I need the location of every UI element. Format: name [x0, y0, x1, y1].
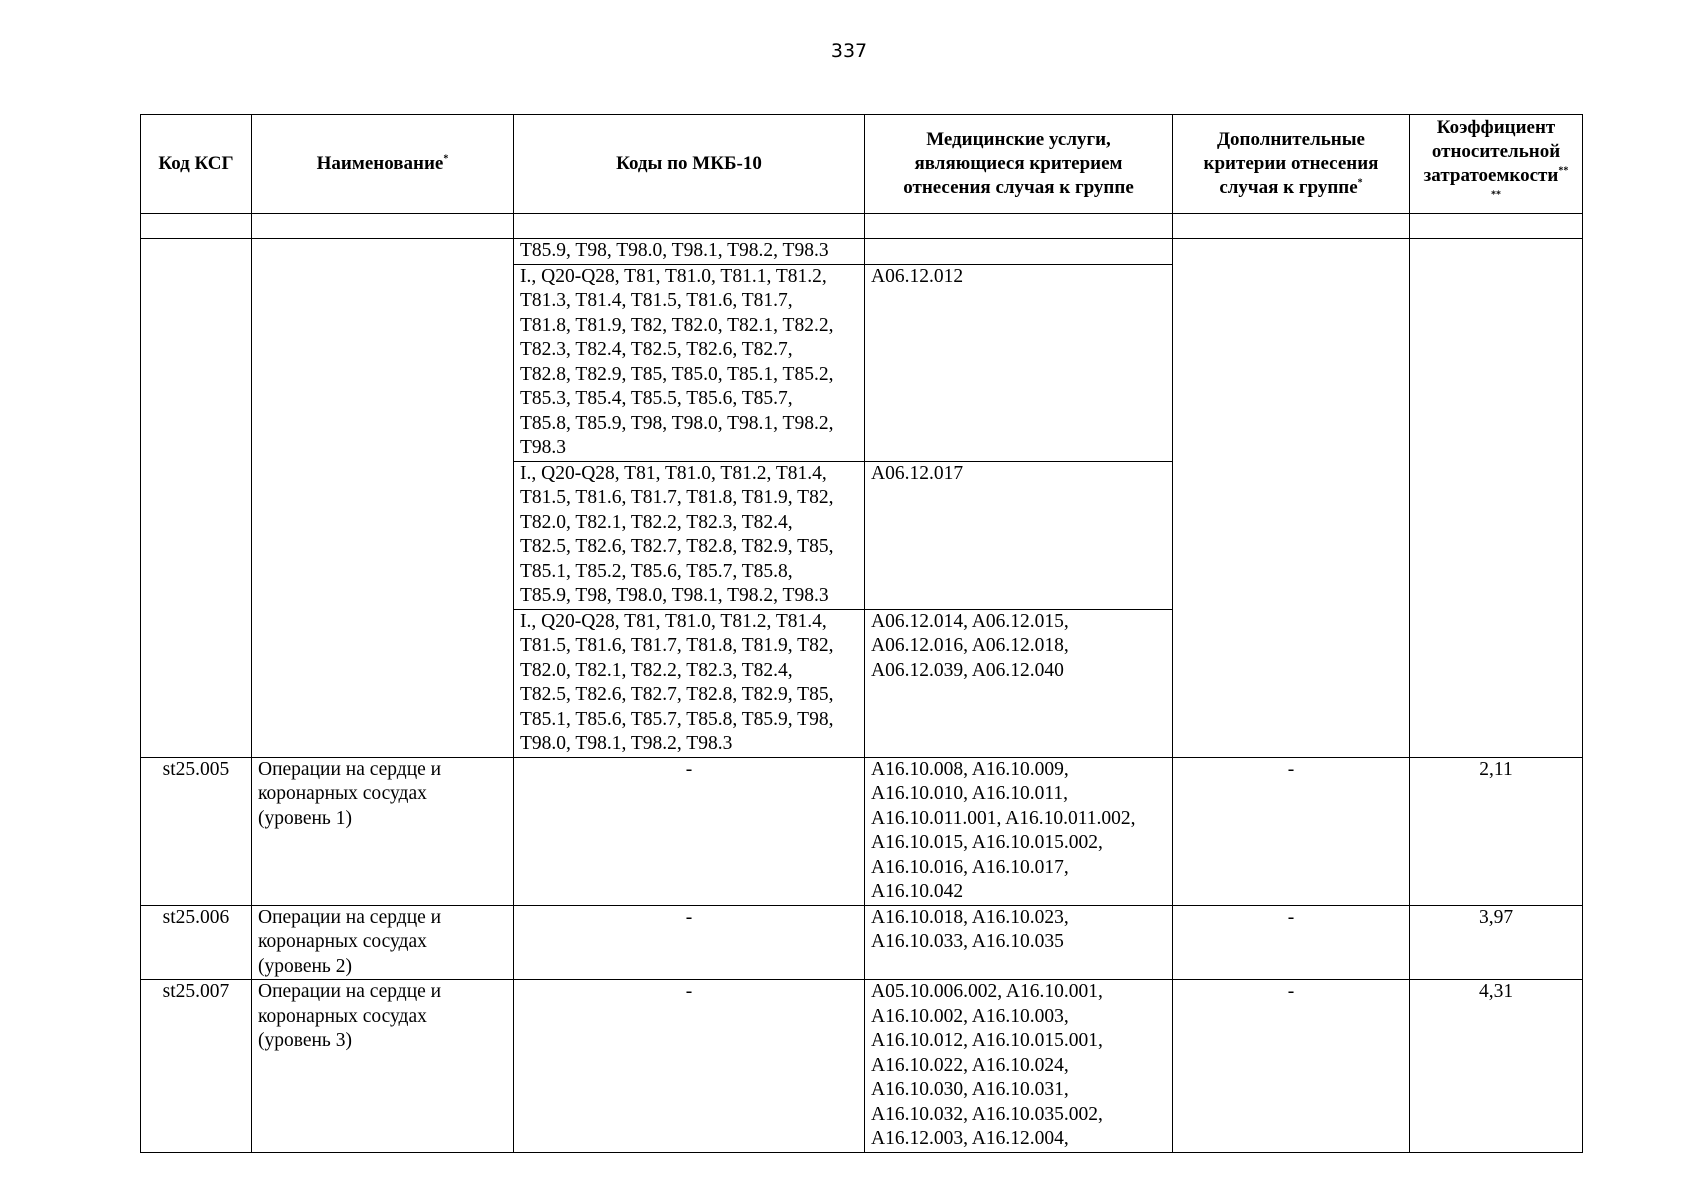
cell-mkb: I., Q20-Q28, T81, T81.0, T81.2, T81.4, T81.5, T81.6, T81.7, T81.8, T81.9, T82, T82.0, T82.1, T82.2, T82.3, T82.4, T82.5, T82.6, T82.7, T82.8, T82.9, T85, T85.1, T85.6, T85.7, T85.8, T85.9, T98, T98.0, T98.1, T98.2, T98.3: [514, 609, 865, 757]
header-services: Медицинские услуги, являющиеся критерием отнесения случая к группе: [865, 115, 1173, 214]
table-row: [141, 757, 1583, 905]
cell-coef: 3,97: [1410, 905, 1583, 980]
cell-coef: [1410, 239, 1583, 758]
ksg-table: [140, 114, 1583, 1153]
table-row: [141, 239, 1583, 265]
cell-mkb: -: [514, 905, 865, 980]
cell-coef: 2,11: [1410, 757, 1583, 905]
cell-services: A16.10.008, A16.10.009, A16.10.010, A16.10.011, A16.10.011.001, A16.10.011.002, A16.10.015, A16.10.015.002, A16.10.016, A16.10.017, A16.10.042: [865, 757, 1173, 905]
cell-mkb: I., Q20-Q28, T81, T81.0, T81.2, T81.4, T81.5, T81.6, T81.7, T81.8, T81.9, T82, T82.0, T82.1, T82.2, T82.3, T82.4, T82.5, T82.6, T82.7, T82.8, T82.9, T85, T85.1, T85.2, T85.6, T85.7, T85.8, T85.9, T98, T98.0, T98.1, T98.2, T98.3: [514, 461, 865, 609]
cell-criteria: -: [1173, 980, 1410, 1153]
cell-name: Операции на сердце и коронарных сосудах (уровень 3): [252, 980, 514, 1153]
header-coef: Коэффициент относительной затратоемкости** **: [1410, 115, 1583, 214]
table-header-row: [141, 115, 1583, 214]
cell-services: A05.10.006.002, A16.10.001, A16.10.002, A16.10.003, A16.10.012, A16.10.015.001, A16.10.022, A16.10.024, A16.10.030, A16.10.031, A16.10.032, A16.10.035.002, A16.12.003, A16.12.004,: [865, 980, 1173, 1153]
cell-criteria: -: [1173, 905, 1410, 980]
cell-mkb: -: [514, 980, 865, 1153]
table-spacer-row: [141, 214, 1583, 239]
cell-code: [141, 239, 252, 758]
cell-criteria: -: [1173, 757, 1410, 905]
cell-services: [865, 239, 1173, 265]
table-row: [141, 905, 1583, 980]
cell-name: Операции на сердце и коронарных сосудах (уровень 2): [252, 905, 514, 980]
cell-mkb: I., Q20-Q28, T81, T81.0, T81.1, T81.2, T81.3, T81.4, T81.5, T81.6, T81.7, T81.8, T81.9, T82, T82.0, T82.1, T82.2, T82.3, T82.4, T82.5, T82.6, T82.7, T82.8, T82.9, T85, T85.0, T85.1, T85.2, T85.3, T85.4, T85.5, T85.6, T85.7, T85.8, T85.9, T98, T98.0, T98.1, T98.2, T98.3: [514, 264, 865, 461]
cell-code: st25.005: [141, 757, 252, 905]
cell-criteria: [1173, 239, 1410, 758]
header-name: Наименование*: [252, 115, 514, 214]
cell-services: A06.12.017: [865, 461, 1173, 609]
cell-services: A06.12.014, A06.12.015, A06.12.016, A06.12.018, A06.12.039, A06.12.040: [865, 609, 1173, 757]
cell-code: st25.006: [141, 905, 252, 980]
cell-mkb: -: [514, 757, 865, 905]
table-row: [141, 980, 1583, 1153]
page-number: 337: [830, 40, 868, 62]
header-mkb: Коды по МКБ-10: [514, 115, 865, 214]
header-code: Код КСГ: [141, 115, 252, 214]
cell-name: Операции на сердце и коронарных сосудах (уровень 1): [252, 757, 514, 905]
cell-code: st25.007: [141, 980, 252, 1153]
cell-services: A06.12.012: [865, 264, 1173, 461]
cell-coef: 4,31: [1410, 980, 1583, 1153]
cell-mkb: T85.9, T98, T98.0, T98.1, T98.2, T98.3: [514, 239, 865, 265]
cell-services: A16.10.018, A16.10.023, A16.10.033, A16.10.035: [865, 905, 1173, 980]
cell-name: [252, 239, 514, 758]
header-criteria: Дополнительные критерии отнесения случая к группе*: [1173, 115, 1410, 214]
